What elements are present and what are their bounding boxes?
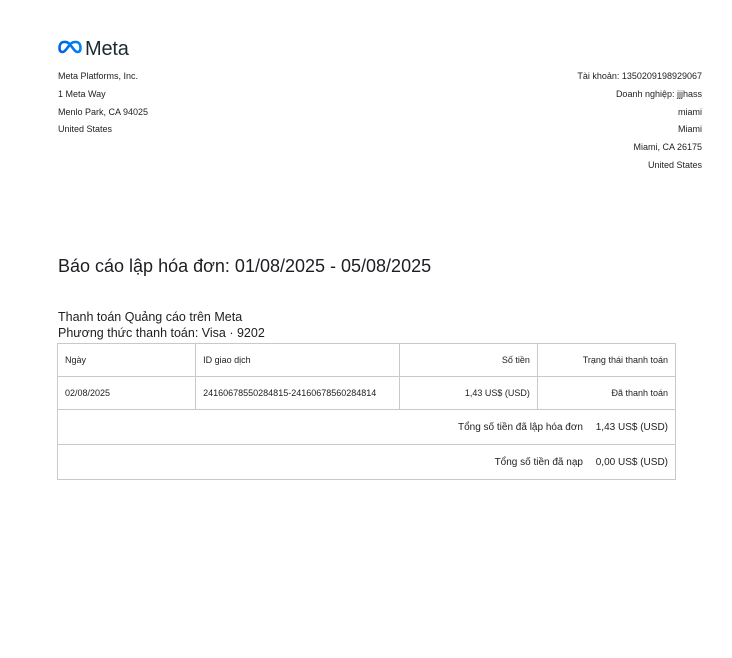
total-billed-label: Tổng số tiền đã lập hóa đơn (457, 421, 583, 433)
total-billed-row (58, 410, 676, 445)
total-funded-row (58, 445, 676, 480)
logo-wordmark: Meta (85, 38, 129, 60)
account-info (577, 68, 702, 175)
seller-city: Menlo Park, CA 94025 (58, 106, 149, 117)
report-title: Báo cáo lập hóa đơn: 01/08/2025 - 05/08/2025 (58, 256, 432, 276)
meta-infinity-logo-icon (58, 40, 82, 59)
seller-country: United States (58, 124, 113, 135)
header-amount: Số tiền (399, 344, 537, 377)
total-funded-value: 0,00 US$ (USD) (595, 456, 668, 468)
section-title: Thanh toán Quảng cáo trên Meta (58, 310, 243, 324)
account-address-line1: miami (678, 106, 702, 117)
meta-logo (58, 38, 129, 61)
account-address-line2: Miami (678, 124, 702, 135)
header-transaction-id: ID giao dịch (196, 344, 400, 377)
seller-street: 1 Meta Way (58, 88, 106, 99)
business-name: Doanh nghiệp: jjjhass (615, 88, 702, 99)
total-billed-value: 1,43 US$ (USD) (595, 421, 668, 433)
table-header-row (58, 344, 676, 377)
account-id: Tài khoản: 1350209198929067 (577, 71, 702, 81)
row-amount: 1,43 US$ (USD) (399, 377, 537, 410)
seller-name: Meta Platforms, Inc. (58, 71, 139, 81)
header-status: Trạng thái thanh toán (537, 344, 675, 377)
header-date: Ngày (58, 344, 196, 377)
row-date: 02/08/2025 (58, 377, 196, 410)
table-row (58, 377, 676, 410)
total-funded-label: Tổng số tiền đã nạp (494, 456, 583, 468)
account-city: Miami, CA 26175 (633, 142, 702, 153)
row-status: Đã thanh toán (537, 377, 675, 410)
payment-method: Phương thức thanh toán: Visa · 9202 (58, 326, 265, 340)
row-transaction-id: 24160678550284815-24160678560284814 (196, 377, 400, 410)
account-country: United States (647, 159, 702, 170)
billing-table (57, 343, 676, 480)
seller-address (58, 68, 148, 139)
